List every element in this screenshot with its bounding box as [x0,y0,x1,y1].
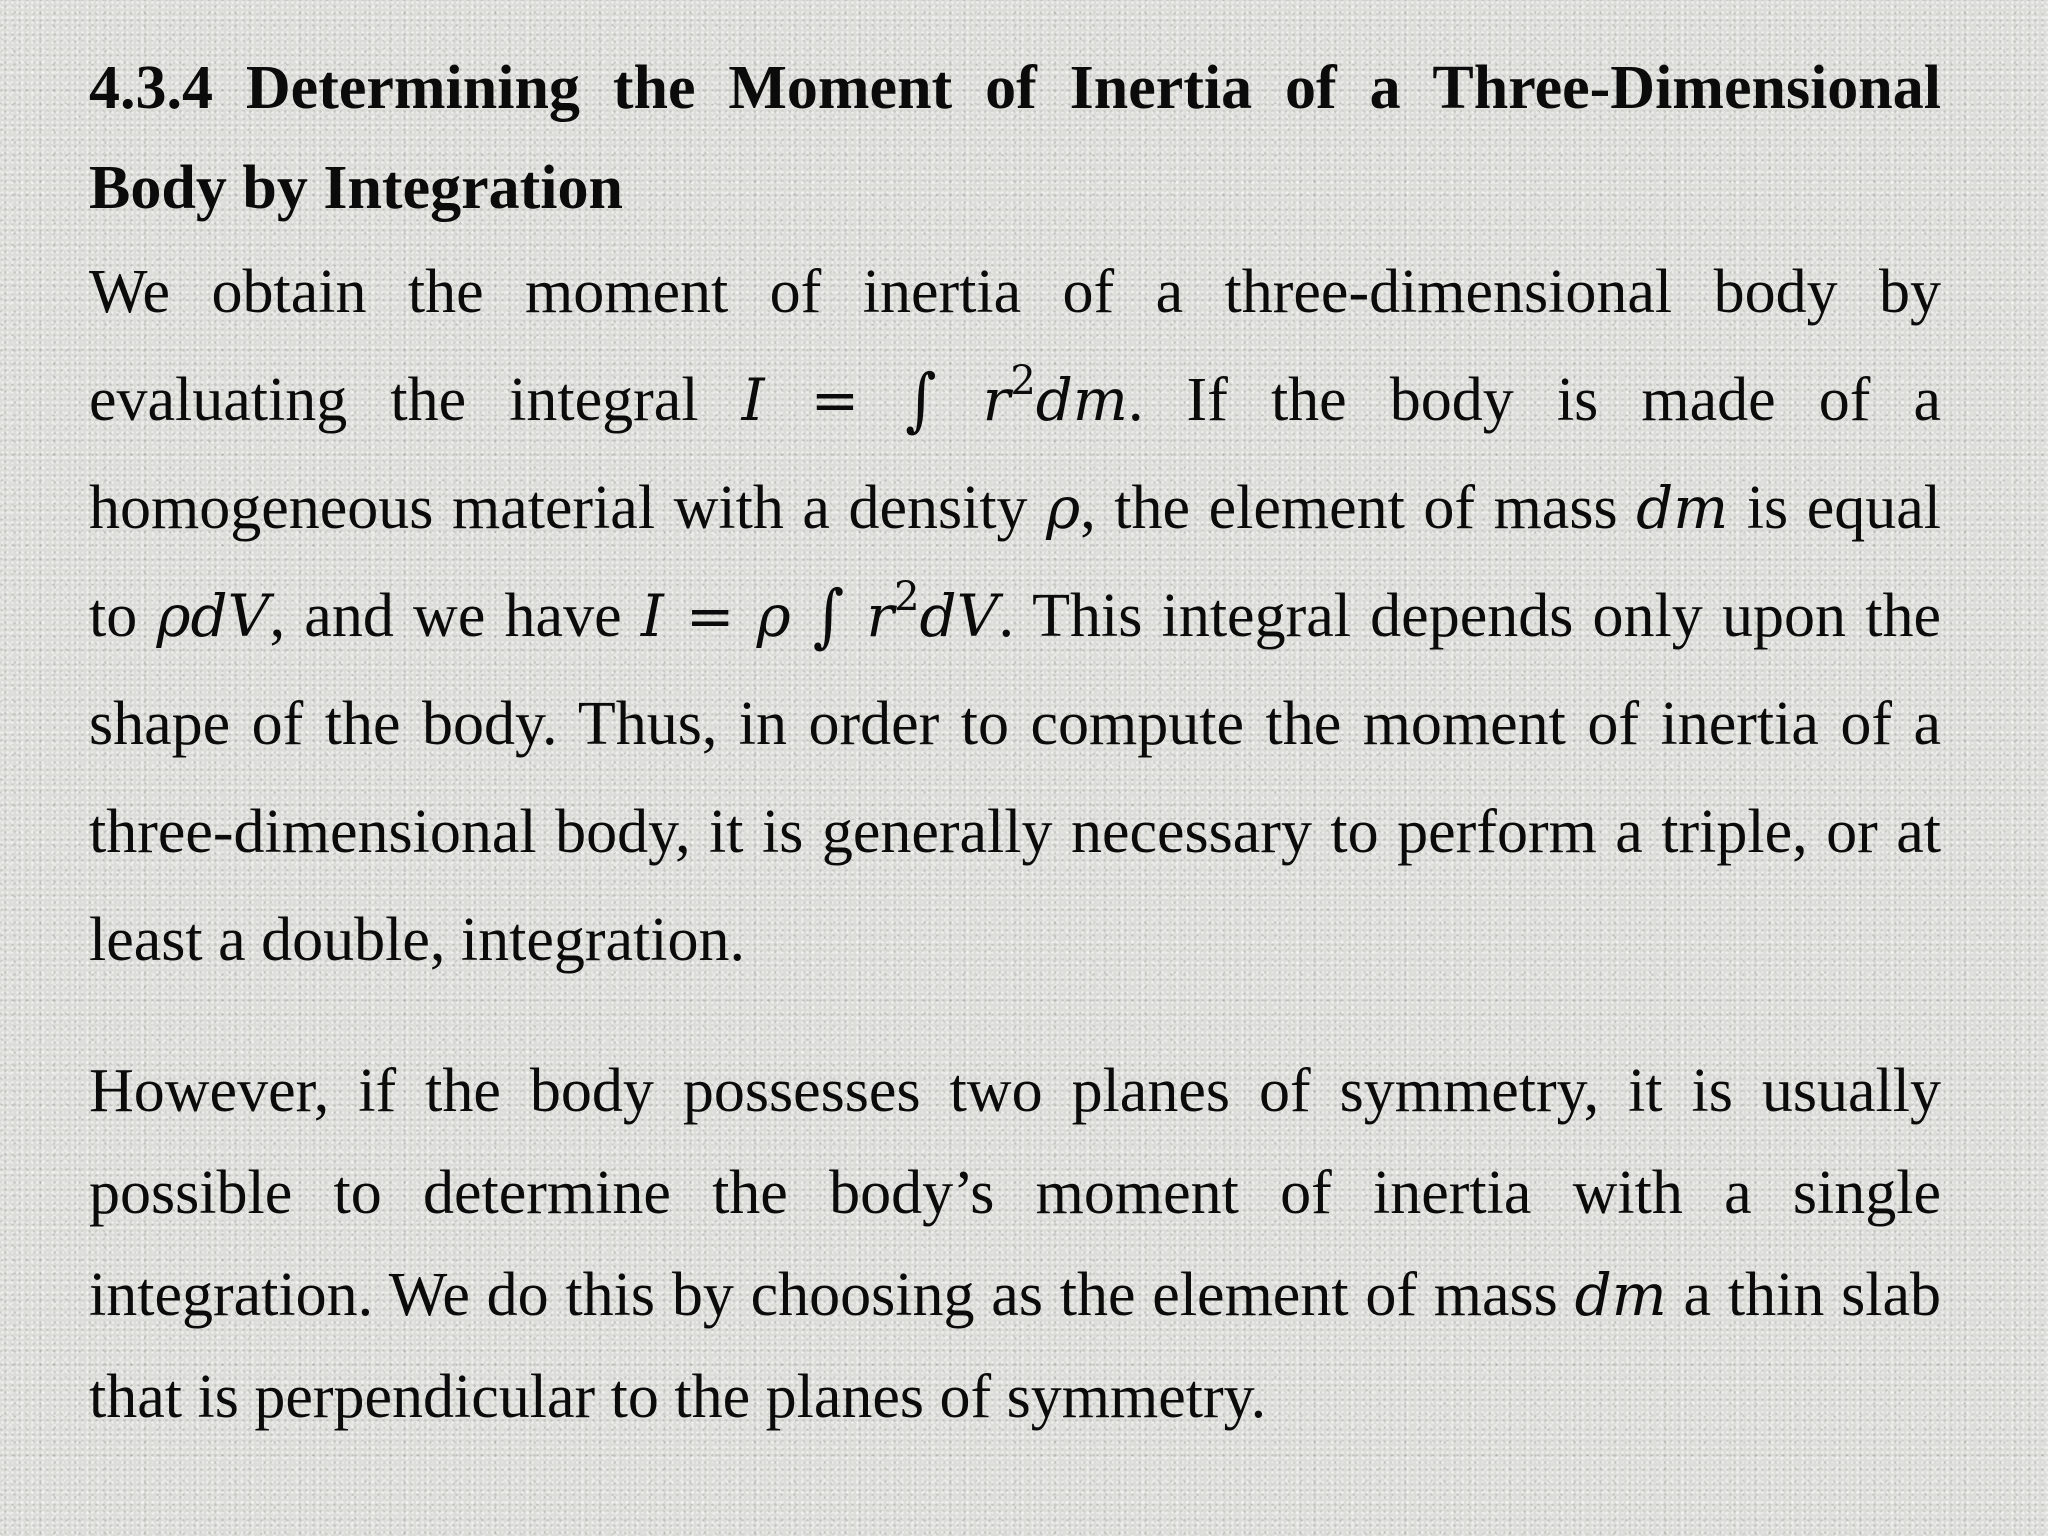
text-run: . This integral depends only upon the shape of the body. Thus, in order to compute the moment of inertia of a three-dimensional body, it is generally necessary to perform a triple, or at least a double, integration. [89,582,1941,974]
mass-element-symbol: dm [1636,474,1729,542]
paragraph-2 [89,1040,1941,1448]
equation-moment-of-inertia-volume: I = ρ ∫ $r^2dV$ [640,574,999,657]
paragraph-1 [89,238,1941,994]
text-run: However, if the body possesses two planes of symmetry, it is usually possible to determine the body’s moment of inertia with a single integration. We do this by choosing as the element of mass [89,1057,1941,1329]
text-run: . If the body is made of a homogeneous material with a density [89,366,1942,542]
mass-element-symbol: dm [1574,1261,1667,1329]
text-run: We obtain the moment of inertia of a three-dimensional body by evaluating the integral [89,258,1941,434]
density-volume-symbol: ρdV [156,582,270,650]
text-run: , and we have [269,582,641,650]
equation-moment-of-inertia: I = ∫ $r^2dm$ [741,358,1128,441]
text-run: is equal to [89,474,1942,650]
section-heading: 4.3.4 Determining the Moment of Inertia of a Three-Dimensional Body by Integration [89,54,1941,222]
document-page [89,38,1941,1448]
text-run: a thin slab that is perpendicular to the planes of symmetry. [89,1261,1942,1431]
text-run: , the element of mass [1080,474,1637,542]
density-symbol: ρ [1046,474,1081,542]
